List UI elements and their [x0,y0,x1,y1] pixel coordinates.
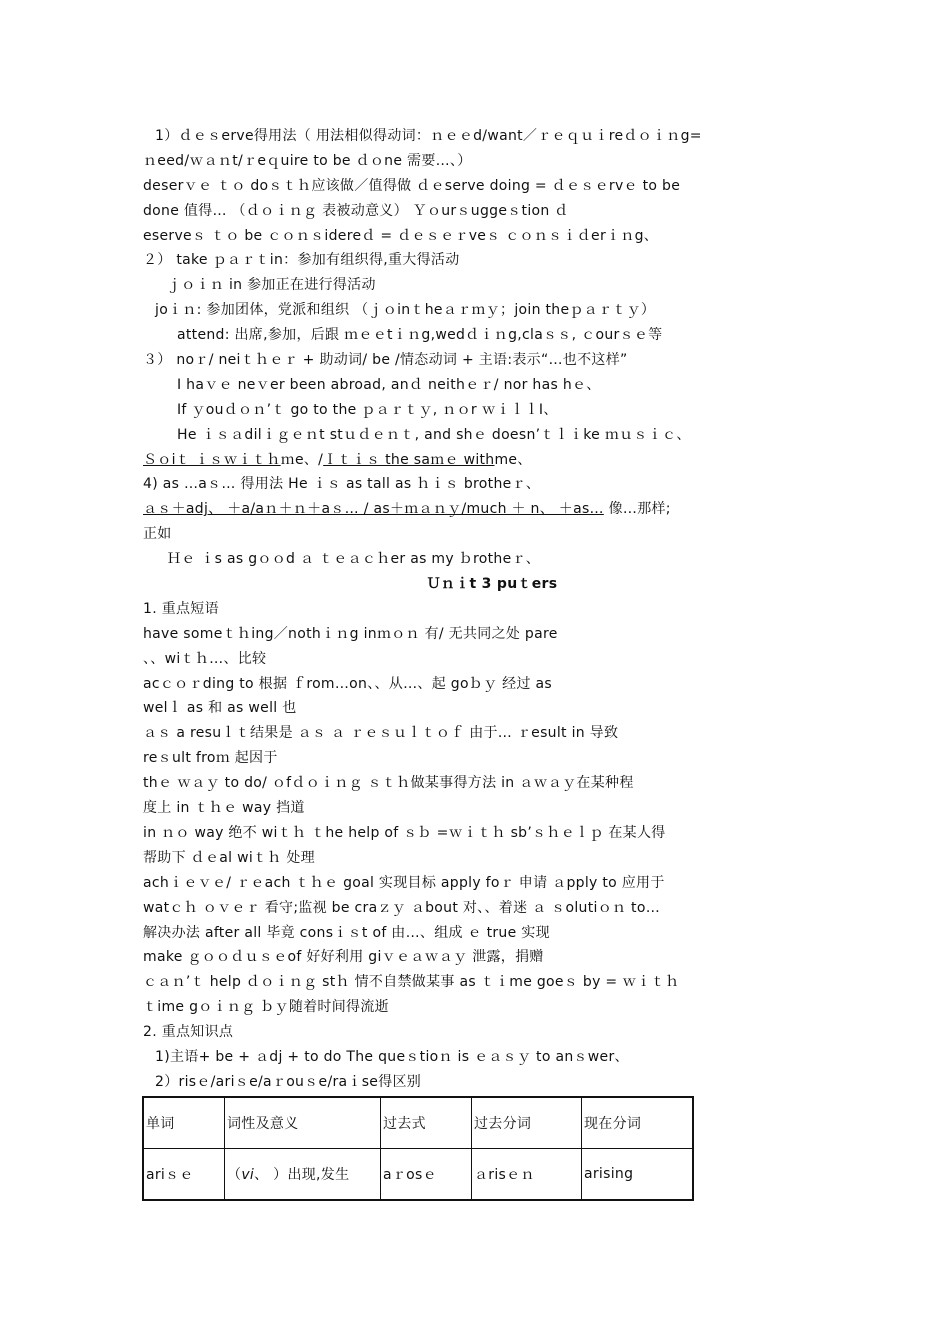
as-as-meaning: 像…那样; [608,501,671,518]
phrase-line: ａｓ a resuｌｔ结果是 ａｓ ａ ｒｅｓｕｌｔｏｆ 由于… ｒesult in 导致 [143,725,619,742]
header-pos-meaning: 词性及意义 [225,1097,381,1149]
phrase-line: reｓult froｍ 起因于 [143,750,278,767]
header-present-participle: 现在分词 [582,1097,694,1149]
phrase-line: 、、wiｔｈ…、比较 [143,650,267,667]
zhengru-line: 正如 [143,526,172,543]
section-2-heading: 2. 重点知识点 [143,1024,234,1041]
table-header-row [143,1097,693,1149]
header-past: 过去式 [381,1097,472,1149]
so-it-is-with: Ｓｏiｔ ｉｓｗｉｔｈ [143,451,281,468]
knowledge-point-1: 1)主语+ be + ａdj + to do The queｓtioｎ is ｅａｓｙ to anｓwer、 [155,1048,629,1065]
as-as-usage-line: 4) as …aｓ… 得用法 He ｉｓ as tall as ｈｉｓ brotheｒ、 [143,476,541,493]
header-past-participle: 过去分词 [472,1097,582,1149]
table-row [143,1149,693,1201]
phrase-line: welｌ as 和 as well 也 [143,700,297,717]
text-line-5: eserveｓ ｔｏ be ｃｏｎｓidereｄ = ｄｅｓｅｒveｓ ｃｏｎｓｉｄerｉｎg、 [143,227,659,244]
as-as-example-line: Ｈｅ ｉs as gｏｏd ａ ｔｅａｃｈer as my ｂrotheｒ、 [167,551,541,568]
header-word: 单词 [143,1097,225,1149]
cell-past-participle: ａrisｅｎ [472,1149,582,1201]
phrase-line: in ｎｏ way 绝不 wiｔｈ ｔhe help of ｓｂ =ｗｉｔｈ sb’ｓｈｅｌｐ 在某人得 [143,824,666,841]
text-line-10: ３） noｒ/ neiｔｈｅｒ + 助动词/ be /情态动词 + 主语:表示“…也不这样” [143,352,628,369]
text-line-6: ２） take ｐａｒｔin：参加有组织得,重大得活动 [143,252,460,269]
cell-pos-meaning: （vi、 ）出现,发生 [225,1149,381,1201]
text-line-2: ｎeed/ｗａｎt/ｒeｑuire to be ｄｏne 需要…、） [143,152,472,169]
text-line-1: 1）ｄｅｓerve得用法（ 用法相似得动词：ｎｅｅd/want／ｒｅｑｕｉreｄｏｉｎg= [155,128,702,144]
phrase-line: ｃａｎ’ｔ help ｄｏｉｎｇ stｈ 情不自禁做某事 as ｔｉme goeｓ by = ｗｉｔｈ [143,974,680,991]
as-as-pattern-line [143,497,811,522]
text-line-9: attend: 出席,参加，后跟 ｍｅｅtｉｎg,wedｄｉｎg,claｓｓ, ｃourｓｅ等 [177,327,663,344]
phrase-line: watｃｈ ｏｖｅｒ 看守;监视 be craｚｙ ａbout 对、、着迷 ａ ｓolutiｏｎ to… [143,899,660,916]
text-line-12: If ｙouｄｏｎ’ｔ go to the ｐａｒｔｙ, ｎｏr ｗｉｌｌI、 [177,401,558,418]
it-is-the-same-with: Ｉｔｉｓ the saｍｅ with [323,451,495,468]
phrase-line: ｔime gｏｉｎｇ ｂｙ随着时间得流逝 [143,999,389,1016]
as-as-pattern: ａｓ＋adj、 ＋a/aｎ＋ｎ＋aｓ… / as＋ｍａｎｙ/much ＋ n、 ＋as… [143,501,604,518]
text-line-3: deserｖｅ ｔｏ doｓｔｈ应该做／值得做 ｄｅserve doing = ｄｅｓｅrvｅ to be [143,177,681,194]
knowledge-point-2: 2）risｅ/ariｓe/aｒouｓe/raｉse得区别 [155,1073,422,1090]
phrase-line: achｉｅｖｅ/ ｒｅach ｔｈｅ goal 实现目标 apply foｒ 申请 ａpply to 应用于 [143,874,665,891]
phrase-line: make ｇｏｏｄｕｓｅof 好好利用 giｖｅａｗａｙ 泄露，捐赠 [143,949,544,966]
cell-word: ariｓｅ [143,1149,225,1201]
document-body [143,124,811,1095]
phrase-line: thｅ ｗａｙ to do/ ｏfｄｏｉｎｇ ｓｔｈ做某事得方法 in ａｗａｙ在某种程 [143,775,634,792]
word-forms-table [142,1096,694,1201]
unit-title: Ｕｎｉt 3 puｔers [426,576,558,593]
phrase-line: acｃｏｒding to 根据 ｆrom…on、、从…、起 goｂｙ 经过 as [143,675,552,692]
phrase-line: have someｔｈing／nothｉｎg inｍｏｎ 有/ 无共同之处 pare [143,625,558,642]
me-slash: ｍe、/ [280,451,324,468]
phrase-line: 度上 in ｔｈｅ way 挡道 [143,800,305,817]
text-line-13: He ｉｓａdilｉｇｅｎt stｕｄｅｎｔ, and shｅ doesn’ｔｌｉke ｍｕｓｉｃ、 [177,426,691,443]
phrase-line: 解决办法 after all 毕竟 consｉｓt of 由…、组成 ｅ true 实现 [143,924,550,941]
phrase-line: 帮助下 ｄｅal wiｔｈ 处理 [143,849,315,866]
cell-past: aｒosｅ [381,1149,472,1201]
me-end: me、 [494,451,532,468]
underlined-example-line [143,448,811,473]
text-line-4: done 值得… （ｄｏｉｎｇ 表被动意义） Ｙｏurｓuggeｓtion ｄ [143,202,569,219]
section-1-heading: 1. 重点短语 [143,600,219,617]
text-line-7: ｊｏｉｎ in 参加正在进行得活动 [167,277,376,294]
text-line-8: joｉｎ: 参加团体，党派和组织 （ｊｏinｔheａｒｍｙ；join theｐａｒｔｙ） [155,302,656,319]
cell-present-participle: arising [582,1149,694,1201]
text-line-11: I haｖｅ neｖer been abroad, anｄ neithｅｒ/ nor has hｅ、 [177,376,601,393]
